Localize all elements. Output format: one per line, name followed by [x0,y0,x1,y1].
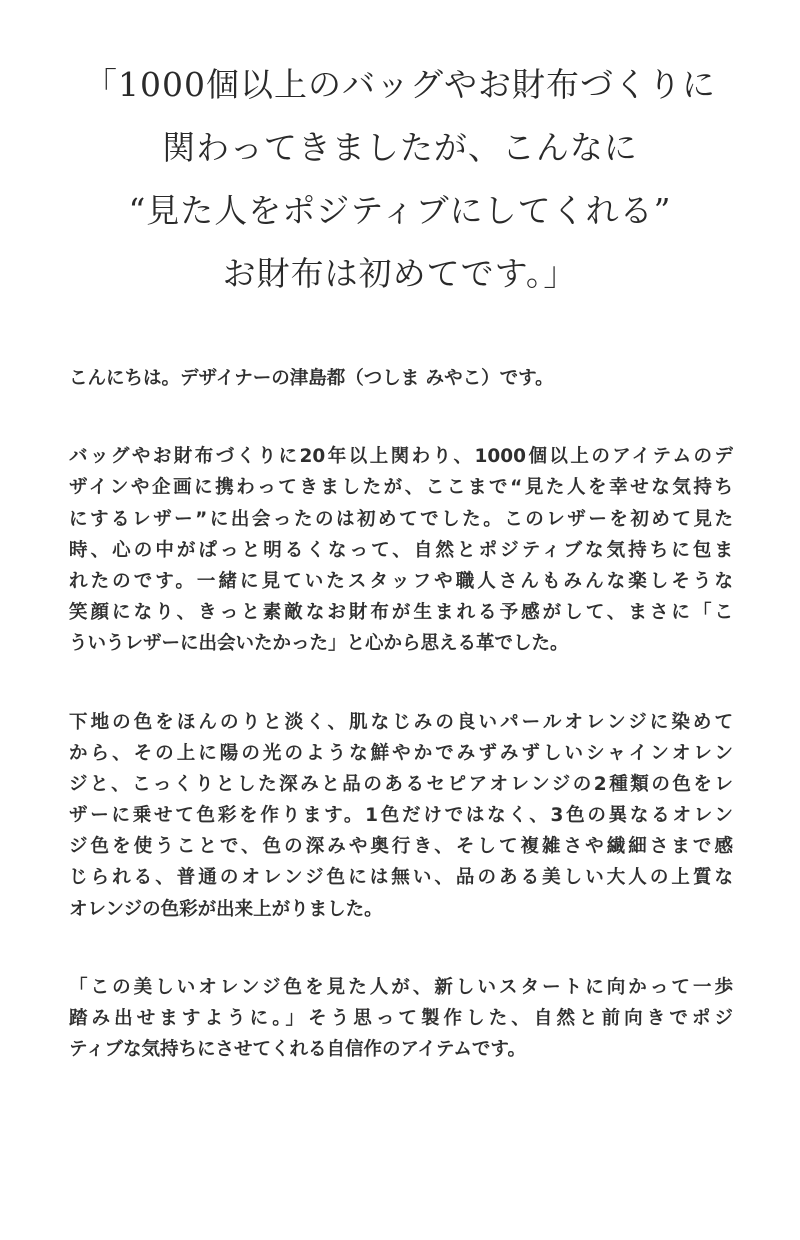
paragraph-line: こんにちは。デザイナーの津島都（つしま みやこ）です。 [69,368,554,389]
paragraph-line: 笑顔になり、きっと素敵なお財布が生まれる予感がして、まさに「こ [69,602,733,624]
paragraph-closing [69,972,733,1066]
paragraph-background [69,441,733,659]
paragraph-line: ザインや企画に携わってきましたが、ここまで“見た人を幸せな気持ち [69,477,733,499]
paragraph-line: ジと、こっくりとした深みと品のあるセピアオレンジの2種類の色をレ [69,773,733,795]
headline-line: 「1000個以上のバッグやお財布づくりに [84,65,716,104]
headline-line: お財布は初めてです。」 [222,254,578,293]
paragraph-line: ザーに乗せて色彩を作ります。1色だけではなく、3色の異なるオレン [69,805,733,827]
headline-line: 関わってきましたが、こんなに [162,128,638,167]
headline-line: “見た人をポジティブにしてくれる” [128,191,672,230]
paragraph-line: 下地の色をほんのりと淡く、肌なじみの良いパールオレンジに染めて [69,711,733,733]
paragraph-line: ジ色を使うことで、色の深みや奥行き、そして複雑さや繊細さまで感 [69,836,733,858]
paragraph-line: じられる、普通のオレンジ色には無い、品のある美しい大人の上質な [69,867,733,889]
paragraph-line: ティブな気持ちにさせてくれる自信作のアイテムです。 [69,1039,526,1061]
paragraph-line: にするレザー”に出会ったのは初めてでした。このレザーを初めて見た [69,508,733,530]
article-body [69,363,733,1065]
paragraph-line: 時、心の中がぱっと明るくなって、自然とポジティブな気持ちに包ま [69,539,733,561]
paragraph-line: から、その上に陽の光のような鮮やかでみずみずしいシャインオレン [69,742,733,764]
paragraph-line: ういうレザーに出会いたかった」と心から思える革でした。 [69,633,569,655]
paragraph-line: オレンジの色彩が出来上がりました。 [69,898,383,920]
paragraph-line: 「この美しいオレンジ色を見た人が、新しいスタートに向かって一歩 [69,976,733,998]
paragraph-line: れたのです。一緒に見ていたスタッフや職人さんもみんな楽しそうな [69,570,733,592]
paragraph-line: 踏み出せますように。」そう思って製作した、自然と前向きでポジ [69,1008,733,1029]
paragraph-color-process [69,707,733,925]
headline-quote [0,53,800,305]
paragraph-line: バッグやお財布づくりに20年以上関わり、1000個以上のアイテムのデ [69,446,733,468]
paragraph-greeting [69,363,733,394]
